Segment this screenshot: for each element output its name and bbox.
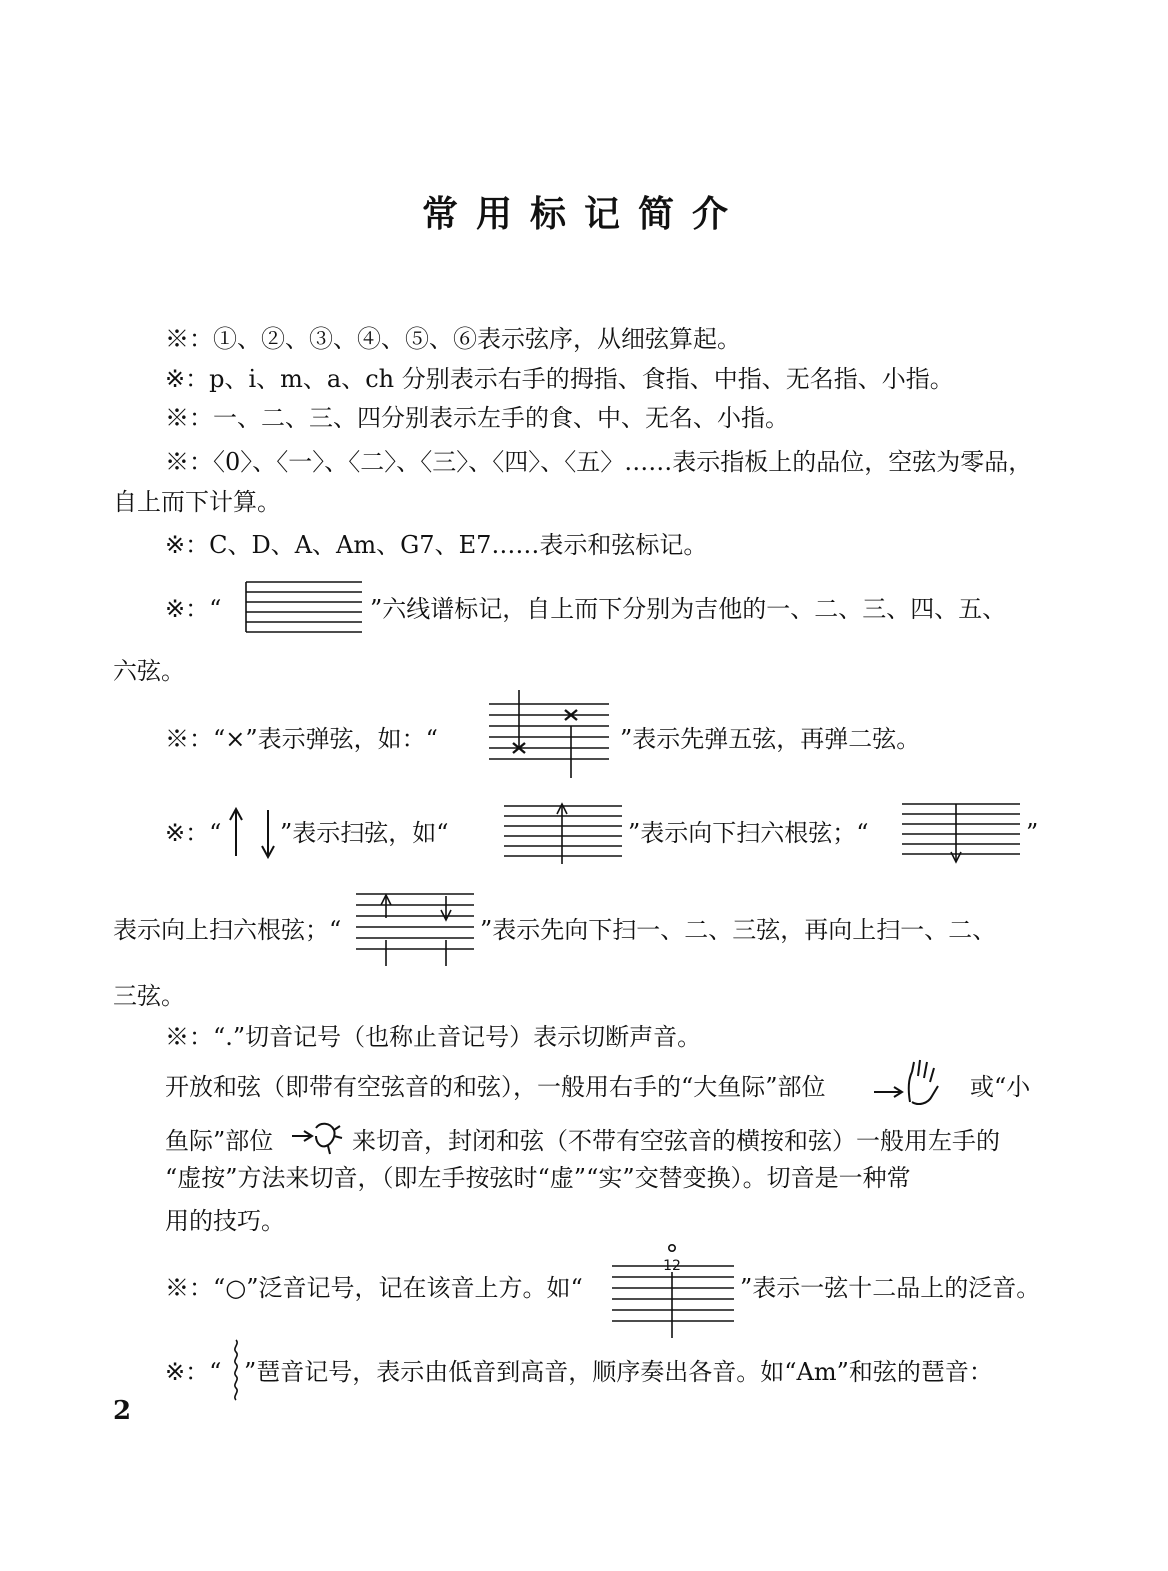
mute-small-hand-prefix: 鱼际”部位 xyxy=(165,1127,274,1155)
harmonic-marker-text: ”表示一弦十二品上的泛音。 xyxy=(740,1274,1041,1302)
wavy-arpeggio-icon xyxy=(228,1338,244,1404)
mute-virtual-press-line-cont: 用的技巧。 xyxy=(165,1207,285,1235)
strum-up-close-quote: ” xyxy=(1026,819,1039,847)
harmonic-fret-number: 12 xyxy=(663,1258,681,1274)
page-number: 2 xyxy=(113,1396,132,1426)
pluck-x-mark xyxy=(513,710,577,753)
staff-marker-text: ”六线谱标记，自上而下分别为吉他的一、二、三、四、五、 xyxy=(370,595,1007,623)
strum-up-example-staff xyxy=(898,800,1023,866)
mute-open-chord-text-end: 或“小 xyxy=(970,1073,1031,1101)
six-line-staff-icon xyxy=(240,578,365,638)
strum-combo-example-staff xyxy=(352,890,477,970)
staff-marker-text-cont: 六弦。 xyxy=(113,657,185,685)
harmonic-example-staff xyxy=(608,1242,738,1342)
pluck-marker-prefix: ※：“×”表示弹弦，如：“ xyxy=(165,725,438,753)
fret-position-line: ※：〈0〉、〈一〉、〈二〉、〈三〉、〈四〉、〈五〉……表示指板上的品位，空弦为零品， xyxy=(165,448,1033,476)
strum-down-example-staff xyxy=(500,800,625,866)
page-title: 常用标记简介 xyxy=(421,194,746,235)
chord-symbol-line: ※：C、D、A、Am、G7、E7……表示和弦标记。 xyxy=(165,531,708,559)
hand-thenar-icon xyxy=(872,1058,948,1110)
pluck-example-staff xyxy=(485,690,613,780)
hand-hypothenar-icon xyxy=(290,1118,348,1158)
arpeggio-marker-text: ”琶音记号，表示由低音到高音，顺序奏出各音。如“Am”和弦的琶音： xyxy=(244,1358,993,1386)
strum-combo-text: ”表示先向下扫一、二、三弦，再向上扫一、二、 xyxy=(480,916,997,944)
mute-small-hand-text: 来切音，封闭和弦（不带有空弦音的横按和弦）一般用左手的 xyxy=(352,1127,1000,1155)
strum-up-text: 表示向上扫六根弦；“ xyxy=(113,916,342,944)
left-hand-finger-line: ※：一、二、三、四分别表示左手的食、中、无名、小指。 xyxy=(165,404,789,432)
mute-marker-line: ※：“.”切音记号（也称止音记号）表示切断声音。 xyxy=(165,1023,702,1051)
harmonic-marker-prefix: ※：“○”泛音记号，记在该音上方。如“ xyxy=(165,1274,583,1302)
mute-virtual-press-line: “虚按”方法来切音，（即左手按弦时“虚”“实”交替变换）。切音是一种常 xyxy=(165,1164,911,1192)
arpeggio-marker-prefix: ※：“ xyxy=(165,1358,222,1386)
string-order-line: ※：①、②、③、④、⑤、⑥表示弦序，从细弦算起。 xyxy=(165,325,741,353)
pluck-marker-text: ”表示先弹五弦，再弹二弦。 xyxy=(620,725,921,753)
mute-open-chord-text: 开放和弦（即带有空弦音的和弦），一般用右手的“大鱼际”部位 xyxy=(165,1073,826,1101)
staff-marker-prefix: ※：“ xyxy=(165,595,222,623)
harmonic-circle-mark xyxy=(669,1245,675,1251)
strum-arrows-icon xyxy=(228,806,280,860)
right-hand-finger-line: ※：p、i、m、a、ch 分别表示右手的拇指、食指、中指、无名指、小指。 xyxy=(165,365,954,393)
strum-down-text: ”表示向下扫六根弦；“ xyxy=(628,819,869,847)
fret-position-line-cont: 自上而下计算。 xyxy=(113,488,281,516)
strum-combo-text-cont: 三弦。 xyxy=(113,982,185,1010)
strum-marker-prefix: ※：“ xyxy=(165,819,222,847)
strum-marker-text: ”表示扫弦，如“ xyxy=(280,819,449,847)
